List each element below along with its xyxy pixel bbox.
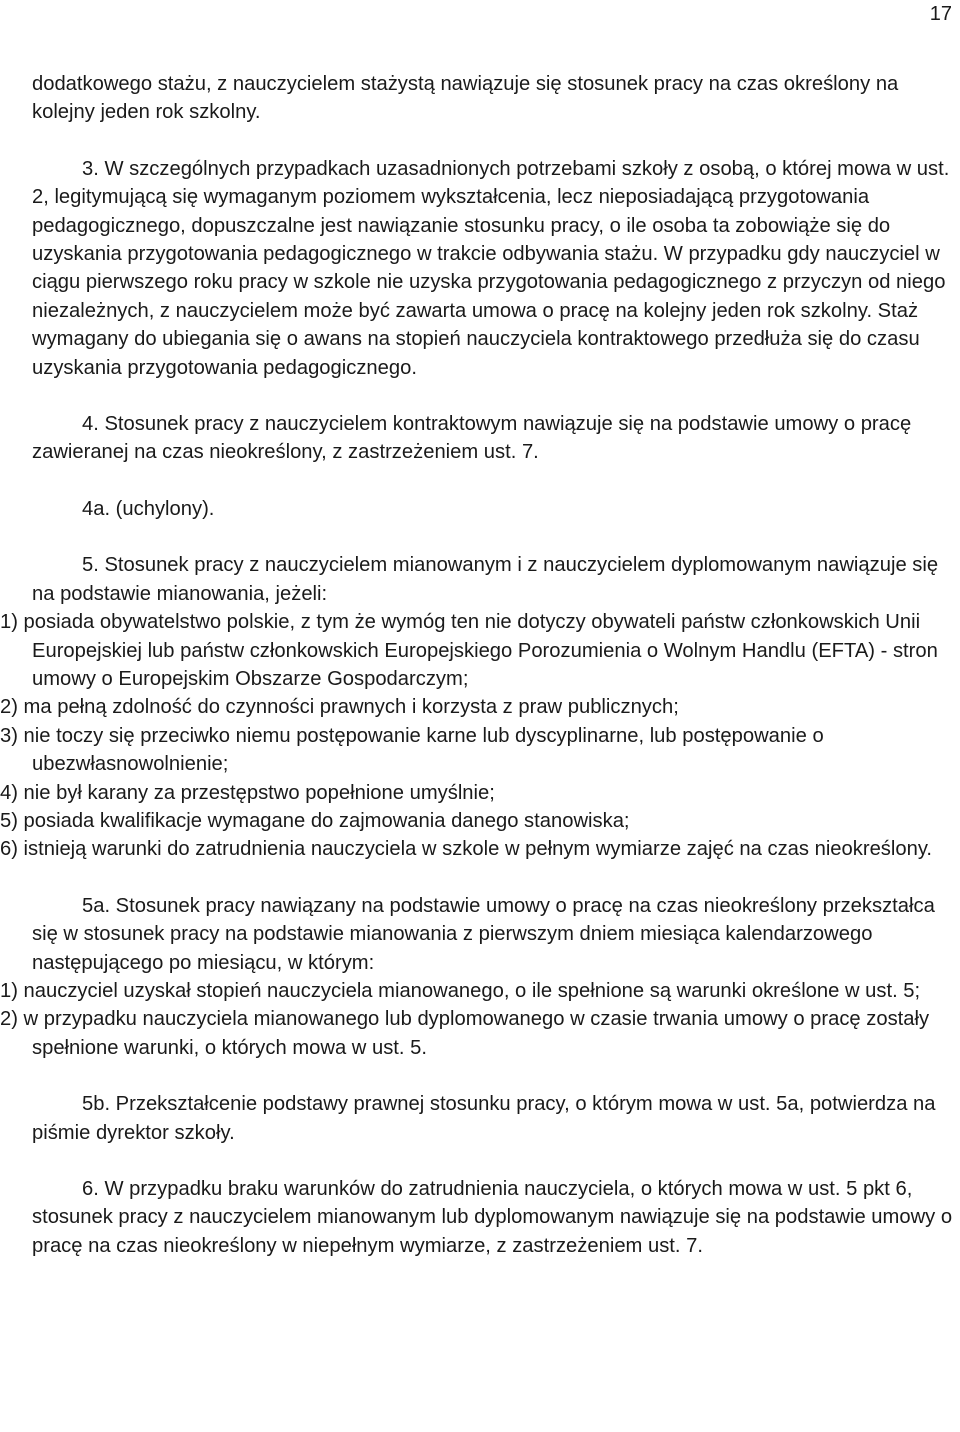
list-item: 1) nauczyciel uzyskał stopień nauczyciela mianowanego, o ile spełnione są warunki określone w ust. 5; — [0, 979, 921, 1002]
list-item: 1) posiada obywatelstwo polskie, z tym że wymóg ten nie dotyczy obywateli państw członkowskich Unii Europejskiej lub państw członkowskich Europejskiego Porozumienia o Wolnym Handlu (EFTA) - stron umowy o Europejskim Obszarze Gospodarczym; — [0, 611, 938, 690]
paragraph-5-list — [0, 608, 958, 864]
paragraph-intro: dodatkowego stażu, z nauczycielem stażystą nawiązuje się stosunek pracy na czas określony na kolejny jeden rok szkolny. — [32, 73, 899, 124]
paragraph-3: 3. W szczególnych przypadkach uzasadnionych potrzebami szkoły z osobą, o której mowa w ust. 2, legitymującą się wymaganym poziomem wykształcenia, lecz nieposiadającą przygotowania pedagogicznego, dopuszczalne jest nawiązanie stosunku pracy, o ile osoba ta zobowiąże się do uzyskania przygotowania pedagogicznego w trakcie odbywania stażu. W przypadku gdy nauczyciel w ciągu pierwszego roku pracy w szkole nie uzyska przygotowania pedagogicznego z przyczyn od niego niezależnych, z nauczycielem może być zawarta umowa o pracę na kolejny jeden rok szkolny. Staż wymagany do ubiegania się o awans na stopień nauczyciela kontraktowego przedłuża się do czasu uzyskania przygotowania pedagogicznego. — [32, 157, 950, 379]
page-number: 17 — [929, 3, 952, 25]
paragraph-5a: 5a. Stosunek pracy nawiązany na podstawie umowy o pracę na czas nieokreślony przekształca się w stosunek pracy na podstawie mianowania z pierwszym dniem miesiąca kalendarzowego następującego po miesiącu, w którym: — [32, 894, 935, 974]
paragraph-5: 5. Stosunek pracy z nauczycielem mianowanym i z nauczycielem dyplomowanym nawiązuje się na podstawie mianowania, jeżeli: — [32, 554, 939, 605]
paragraph-4: 4. Stosunek pracy z nauczycielem kontraktowym nawiązuje się na podstawie umowy o pracę zawieranej na czas nieokreślony, z zastrzeżeniem ust. 7. — [32, 413, 912, 464]
paragraph-6: 6. W przypadku braku warunków do zatrudnienia nauczyciela, o których mowa w ust. 5 pkt 6, stosunek pracy z nauczycielem mianowanym lub dyplomowanym nawiązuje się na podstawie umowy o pracę na czas nieokreślony w niepełnym wymiarze, z zastrzeżeniem ust. 7. — [32, 1178, 953, 1257]
list-item: 5) posiada kwalifikacje wymagane do zajmowania danego stanowiska; — [0, 809, 630, 832]
paragraph-5b: 5b. Przekształcenie podstawy prawnej stosunku pracy, o którym mowa w ust. 5a, potwierdza na piśmie dyrektor szkoły. — [32, 1093, 936, 1144]
list-item: 2) ma pełną zdolność do czynności prawnych i korzysta z praw publicznych; — [0, 696, 679, 719]
list-item: 2) w przypadku nauczyciela mianowanego lub dyplomowanego w czasie trwania umowy o pracę zostały spełnione warunki, o których mowa w ust. 5. — [0, 1008, 930, 1059]
list-item: 3) nie toczy się przeciwko niemu postępowanie karne lub dyscyplinarne, lub postępowanie o ubezwłasnowolnienie; — [0, 724, 824, 776]
paragraph-4a: 4a. (uchylony). — [82, 497, 215, 520]
paragraph-5a-list — [0, 977, 958, 1062]
document-body — [0, 70, 958, 1260]
list-item: 4) nie był karany za przestępstwo popełnione umyślnie; — [0, 781, 495, 804]
list-item: 6) istnieją warunki do zatrudnienia nauczyciela w szkole w pełnym wymiarze zajęć na czas nieokreślony. — [0, 838, 933, 861]
